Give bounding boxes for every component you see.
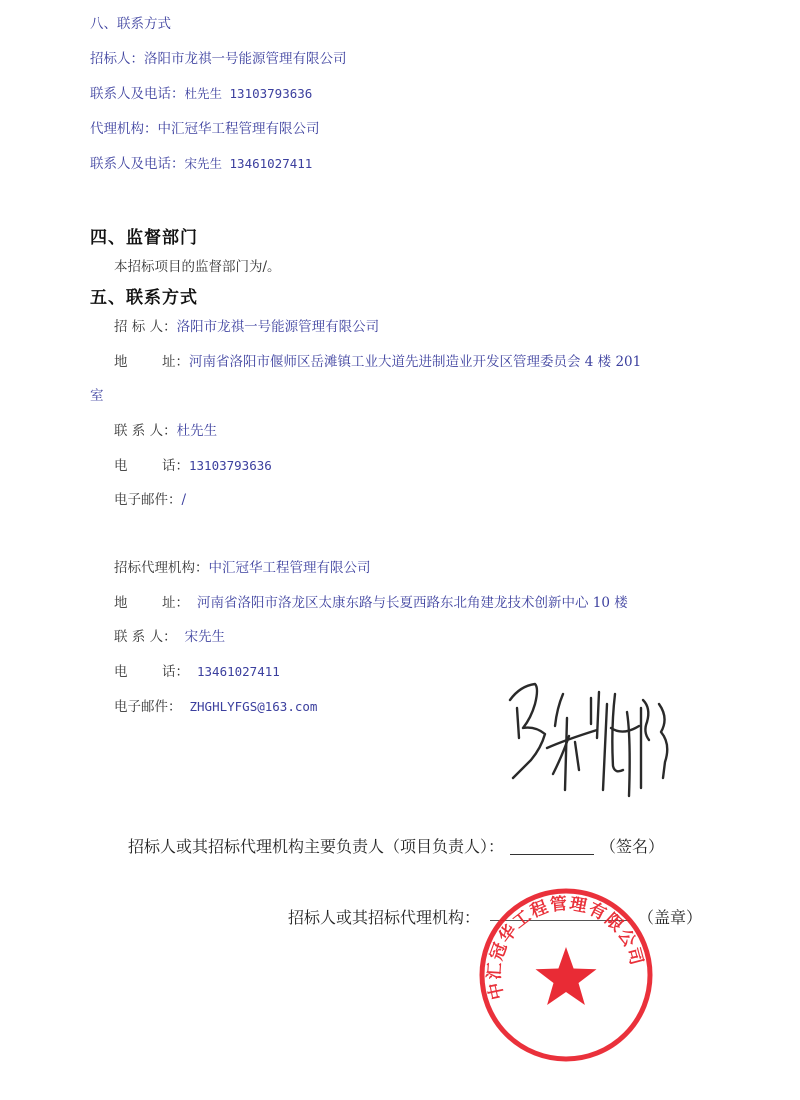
s5-agency-name-value: 中汇冠华工程管理有限公司: [208, 560, 371, 576]
s5-tenderer-contact-line: [114, 421, 217, 441]
principal-label: 招标人或其招标代理机构主要负责人（项目负责人）：: [128, 837, 505, 856]
s5-agency-address-label-2: 址：: [162, 595, 189, 611]
s5-tenderer-contact-value: 杜先生: [176, 423, 218, 439]
s5-tenderer-email-value: /: [181, 492, 187, 508]
section4-heading: 四、监督部门: [90, 228, 198, 248]
org-seal-line: [288, 905, 480, 928]
s5-agency-email-value: ZHGHLYFGS@163.com: [189, 699, 318, 714]
s5-tenderer-phone-label-1: 电: [114, 458, 128, 474]
s5-agency-contact-value: 宋先生: [184, 629, 226, 645]
contact-heading-8: 八、联系方式: [90, 16, 171, 32]
stamp-text: 中汇冠华工程管理有限公司: [484, 893, 647, 1002]
s5-tenderer-name-label: 招 标 人：: [114, 319, 177, 335]
s5-agency-phone-value: 13461027411: [197, 664, 280, 679]
agency-contact-label: 联系人及电话：: [90, 156, 185, 172]
tenderer-line: [90, 49, 347, 69]
s5-agency-address-label-1: 地: [114, 595, 128, 611]
s5-tenderer-name-value: 洛阳市龙祺一号能源管理有限公司: [176, 319, 380, 335]
s5-agency-phone-label-1: 电: [114, 664, 128, 680]
agency-contact-value: 宋先生 13461027411: [184, 156, 313, 171]
s5-agency-email-line: [114, 697, 317, 717]
company-seal-stamp: [476, 885, 656, 1065]
section4-text: 本招标项目的监督部门为/。: [114, 259, 281, 275]
tenderer-label: 招标人：: [90, 51, 144, 67]
s5-agency-phone-label-2: 话：: [162, 664, 189, 680]
s5-agency-phone-line: [114, 662, 280, 682]
s5-tenderer-address-line2: 室: [90, 388, 104, 404]
s5-tenderer-contact-label: 联 系 人：: [114, 423, 177, 439]
s5-tenderer-address-label-1: 地: [114, 354, 128, 370]
s5-tenderer-address-value: 河南省洛阳市偃师区岳滩镇工业大道先进制造业开发区管理委员会 4 楼 201: [189, 354, 642, 370]
s5-agency-address-line: [114, 593, 628, 613]
org-suffix: （盖章）: [638, 908, 703, 927]
tenderer-contact-label: 联系人及电话：: [90, 86, 185, 102]
signature-blank[interactable]: [510, 841, 594, 855]
agency-value: 中汇冠华工程管理有限公司: [157, 121, 320, 137]
s5-tenderer-address-label-2: 址：: [162, 354, 189, 370]
principal-suffix: （签名）: [600, 837, 665, 856]
agency-label: 代理机构：: [90, 121, 158, 137]
s5-tenderer-phone-label-2: 话：: [162, 458, 189, 474]
s5-tenderer-phone-line: [114, 456, 272, 476]
agency-contact-line: [90, 154, 312, 174]
s5-agency-name-line: [114, 558, 371, 578]
s5-agency-contact-label: 联 系 人：: [114, 629, 177, 645]
section5-heading: 五、联系方式: [90, 288, 198, 308]
principal-signature-line: [128, 834, 664, 857]
org-label: 招标人或其招标代理机构：: [288, 908, 481, 927]
s5-agency-name-label: 招标代理机构：: [114, 560, 209, 576]
tenderer-contact-line: [90, 84, 312, 104]
s5-tenderer-email-line: [114, 490, 186, 510]
s5-agency-address-value: 河南省洛阳市洛龙区太康东路与长夏西路东北角建龙技术创新中心 10 楼: [197, 595, 628, 611]
s5-tenderer-name-line: [114, 317, 379, 337]
tenderer-contact-value: 杜先生 13103793636: [184, 86, 313, 101]
tenderer-value: 洛阳市龙祺一号能源管理有限公司: [144, 51, 347, 67]
s5-tenderer-email-label: 电子邮件：: [114, 492, 182, 508]
agency-line: [90, 119, 320, 139]
s5-agency-email-label: 电子邮件：: [114, 699, 182, 715]
s5-tenderer-address-line: [114, 352, 641, 372]
handwritten-signature: [505, 678, 685, 808]
s5-agency-contact-line: [114, 627, 225, 647]
star-icon: [536, 947, 597, 1005]
s5-tenderer-phone-value: 13103793636: [189, 458, 272, 473]
